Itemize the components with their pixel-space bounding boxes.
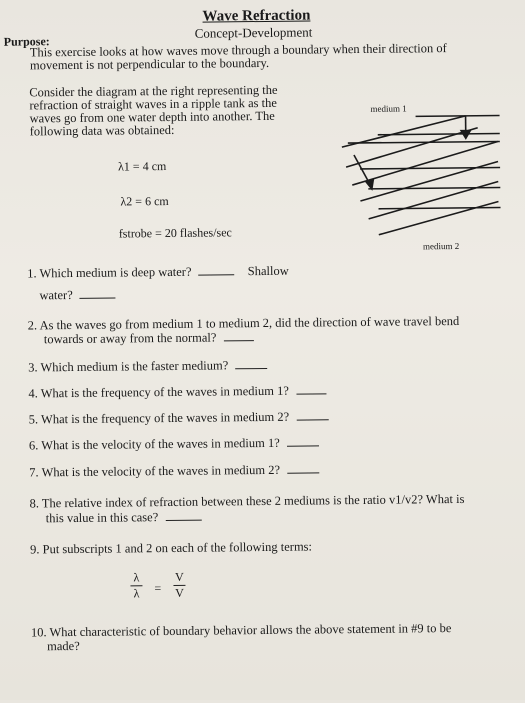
velocity-denominator: V	[173, 587, 185, 600]
refraction-diagram	[337, 99, 509, 251]
question-6-text: 6. What is the velocity of the waves in medium 1?	[29, 436, 280, 453]
question-4	[28, 383, 326, 400]
medium2-label: medium 2	[423, 241, 459, 251]
answer-blank[interactable]	[296, 409, 328, 420]
horizontal-line	[348, 142, 500, 144]
page-title: Wave Refraction	[202, 7, 310, 25]
purpose-label: Purpose:	[4, 34, 50, 49]
question-8-line-1: 8. The relative index of refraction between these 2 mediums is the ratio v1/v2? What is	[30, 492, 465, 511]
lambda-denominator: λ	[130, 587, 142, 600]
question-5	[29, 409, 329, 426]
wavefront-line	[352, 142, 498, 186]
question-1	[27, 264, 289, 281]
lambda2-value: λ2 = 6 cm	[120, 194, 168, 210]
question-8-text-b: this value in this case?	[46, 510, 159, 525]
question-1-answer: Shallow	[248, 264, 289, 278]
question-8-line-2	[46, 510, 202, 526]
question-2-line-2	[44, 330, 254, 346]
purpose-line-2: movement is not perpendicular to the boundary.	[30, 57, 269, 73]
arrow-medium1-head	[460, 130, 472, 140]
question-2-text-b: towards or away from the normal?	[44, 330, 217, 346]
answer-blank[interactable]	[235, 358, 267, 369]
intro-line-1: Consider the diagram at the right representing the	[29, 84, 277, 100]
intro-line-3: waves go from one water depth into another. The	[29, 110, 274, 126]
answer-blank[interactable]	[199, 264, 235, 275]
question-7-text: 7. What is the velocity of the waves in medium 2?	[29, 463, 280, 480]
question-10-line-2: made?	[47, 639, 80, 653]
question-6	[29, 435, 319, 452]
equals-sign: =	[154, 581, 161, 596]
question-9: 9. Put subscripts 1 and 2 on each of the following terms:	[30, 539, 312, 556]
wavefront-line	[360, 162, 498, 201]
question-3-text: 3. Which medium is the faster medium?	[28, 358, 228, 374]
boundary-top-line	[416, 116, 500, 117]
answer-blank[interactable]	[287, 435, 319, 446]
answer-blank[interactable]	[287, 462, 319, 473]
answer-blank[interactable]	[165, 510, 201, 521]
page-subtitle: Concept-Development	[195, 24, 313, 41]
wavefront-line	[378, 202, 498, 235]
horizontal-line	[379, 207, 501, 208]
lambda-fraction	[130, 571, 142, 600]
question-5-text: 5. What is the frequency of the waves in medium 2?	[29, 410, 290, 427]
wavefront-line	[368, 182, 498, 219]
horizontal-line	[368, 188, 500, 189]
answer-blank[interactable]	[296, 383, 326, 394]
fstrobe-value: fstrobe = 20 flashes/sec	[119, 225, 232, 241]
intro-line-4: following data was obtained:	[30, 124, 175, 139]
question-1-text-b: water?	[39, 288, 72, 302]
velocity-fraction	[173, 571, 185, 600]
question-1-continued	[39, 288, 116, 303]
purpose-line-1: This exercise looks at how waves move through a boundary when their direction of	[30, 42, 447, 59]
medium1-label: medium 1	[370, 103, 406, 113]
answer-blank[interactable]	[80, 288, 116, 299]
question-10-line-1: 10. What characteristic of boundary behavior allows the above statement in #9 to be	[31, 621, 452, 639]
lambda1-value: λ1 = 4 cm	[118, 159, 166, 175]
question-2-line-1: 2. As the waves go from medium 1 to medium 2, did the direction of wave travel bend	[28, 314, 460, 333]
answer-blank[interactable]	[223, 330, 253, 341]
lambda-numerator: λ	[130, 571, 142, 584]
question-7	[29, 462, 319, 479]
question-1-text: 1. Which medium is deep water?	[27, 265, 191, 281]
question-3	[28, 358, 267, 375]
velocity-numerator: V	[173, 571, 185, 584]
intro-line-2: refraction of straight waves in a ripple tank as the	[29, 97, 277, 113]
question-4-text: 4. What is the frequency of the waves in medium 1?	[28, 384, 289, 401]
